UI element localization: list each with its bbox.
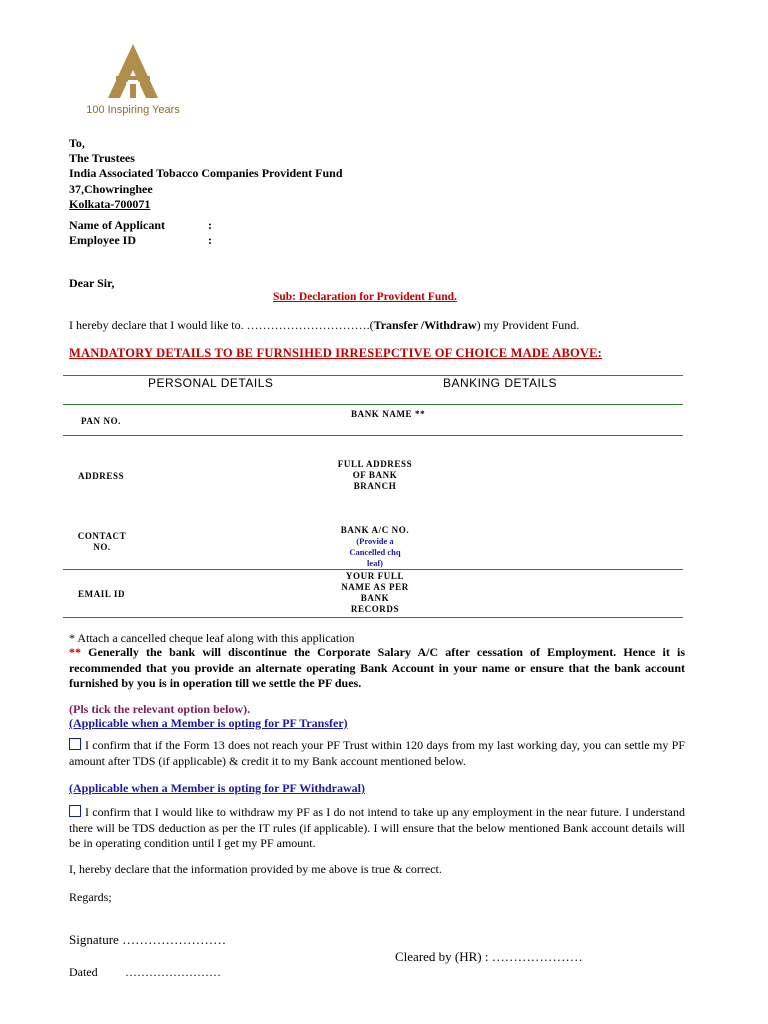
cleared-by-hr: Cleared by (HR) : …………………: [395, 949, 583, 964]
name-of-applicant-label: Name of Applicant: [69, 218, 165, 232]
address-label: ADDRESS: [78, 471, 125, 481]
fullname-line-2: NAME AS PER: [341, 582, 409, 592]
bank-note: [69, 645, 685, 692]
withdrawal-heading: (Applicable when a Member is opting for PF Withdrawal): [69, 781, 366, 795]
banking-details-header: BANKING DETAILS: [443, 376, 557, 390]
dated-dots: ……………………: [125, 965, 221, 979]
transfer-text: I confirm that if the Form 13 does not reach your PF Trust within 120 days from my last working day, you can settle my PF amount after TDS (if applicable) & credit it to my Bank account mentioned below.: [69, 738, 685, 768]
table-rule-pan: [63, 435, 683, 436]
full-name-label: [330, 571, 420, 615]
bank-addr-line-2: OF BANK: [352, 470, 398, 480]
fullname-line-4: RECORDS: [350, 604, 400, 614]
address-line-3: 37,Chowringhee: [69, 181, 153, 196]
email-id-label: EMAIL ID: [78, 589, 126, 599]
logo-tagline: 100 Inspiring Years: [86, 104, 180, 116]
bank-account-label: [330, 525, 420, 569]
tick-instruction: (Pls tick the relevant option below).: [69, 702, 251, 716]
signature-line: Signature ……………………: [69, 932, 227, 947]
final-declaration: I, hereby declare that the information provided by me above is true & correct.: [69, 862, 442, 876]
address-line-2: India Associated Tobacco Companies Provident Fund: [69, 166, 343, 181]
withdrawal-option: [69, 805, 685, 852]
bank-addr-line-3: BRANCH: [353, 481, 397, 491]
contact-line-1: CONTACT: [77, 531, 127, 541]
address-to: To,: [69, 136, 85, 150]
mandatory-heading: MANDATORY DETAILS TO BE FURNSIHED IRRESEPCTIVE OF CHOICE MADE ABOVE:: [69, 346, 603, 360]
personal-details-header: PERSONAL DETAILS: [148, 376, 274, 390]
declaration-choice: Transfer /Withdraw: [373, 318, 477, 332]
declaration-line: [69, 318, 579, 333]
pan-label: PAN NO.: [81, 416, 122, 426]
fullname-line-1: YOUR FULL: [345, 571, 405, 581]
subject-line: Sub: Declaration for Provident Fund.: [273, 291, 457, 303]
recipient-address: [69, 136, 343, 212]
table-rule-header: [63, 404, 683, 405]
double-star: **: [69, 645, 81, 659]
provide-line-2: Cancelled chq: [349, 547, 401, 557]
fullname-line-3: BANK: [360, 593, 390, 603]
itc-logo: [78, 40, 188, 122]
declaration-prefix: I hereby declare that I would like to. ………………………….(: [69, 318, 374, 332]
itc-logo-icon: [78, 40, 188, 104]
cheque-note: * Attach a cancelled cheque leaf along with this application: [69, 631, 355, 645]
bank-note-text: Generally the bank will discontinue the Corporate Salary A/C after cessation of Employment. Hence it is recommended that you provide an alternate operating Bank Account in your name or ensure that the bank account furnished by you is in operation till we settle the PF dues.: [69, 645, 685, 690]
provide-line-1: (Provide a: [356, 536, 394, 546]
transfer-checkbox[interactable]: [69, 738, 81, 750]
bank-addr-line-1: FULL ADDRESS: [337, 459, 413, 469]
address-line-1: The Trustees: [69, 151, 135, 166]
bank-name-label: BANK NAME **: [351, 409, 426, 419]
salutation: Dear Sir,: [69, 276, 115, 290]
withdrawal-text: I confirm that I would like to withdraw my PF as I do not intend to take up any employment in the near future. I understand there will be TDS deduction as per the IT rules (if applicable). I will ensure that the below mentioned Bank account details will be in operating condition until I get my PF amount.: [69, 805, 685, 850]
employee-id-label: Employee ID: [69, 233, 136, 247]
declaration-suffix: ) my Provident Fund.: [476, 318, 580, 332]
table-rule-bottom: [63, 617, 683, 618]
name-colon: :: [208, 218, 212, 232]
contact-no-label: [70, 531, 134, 553]
transfer-option: [69, 738, 685, 769]
employee-id-colon: :: [208, 233, 212, 247]
regards: Regards;: [69, 890, 112, 904]
provide-line-3: leaf): [366, 558, 384, 568]
withdrawal-checkbox[interactable]: [69, 805, 81, 817]
bank-branch-address-label: [330, 459, 420, 492]
table-rule-contact: [63, 569, 683, 570]
bank-ac-line: BANK A/C NO.: [340, 525, 410, 535]
address-line-4: Kolkata-700071: [69, 196, 151, 211]
dated-label: Dated: [69, 965, 98, 979]
contact-line-2: NO.: [93, 542, 111, 552]
transfer-heading: (Applicable when a Member is opting for PF Transfer): [69, 716, 348, 730]
